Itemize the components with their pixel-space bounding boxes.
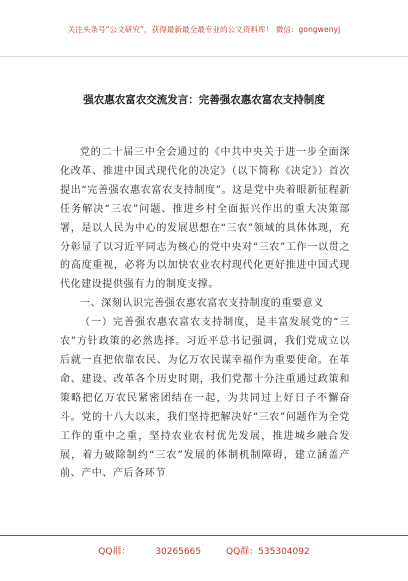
paragraph-intro: 党的二十届三中全会通过的《中共中央关于进一步全面深化改革、推进中国式现代化的决定》（以下简称《决定》）首次提出“完善强农惠农富农支持制度”。这是党中央着眼新征程新任务解决“三农”问题、推进乡村全面振兴作出的重大决策部署，是以人民为中心的发展思想在“三农”领域的具体体现，充分彰显了以习近平同志为核心的党中央对“三农”工作一以贯之的高度重视，必将为以加快农业农村现代化更好推进中国式现代化建设提供强有力的制度支撑。 bbox=[60, 147, 350, 291]
page-footer bbox=[0, 535, 408, 581]
paragraph-section-1: （一）完善强农惠农富农支持制度，是丰富发展党的“三农”方针政策的必然选择。习近平总书记强调，我们党成立以后就一直把依靠农民、为亿万农民谋幸福作为重要使命。在革命、建设、改革各个历史时期，我们党都十分注重通过政策和策略把亿万农民紧密团结在一起，为共同过上好日子不懈奋斗。党的十八大以来，我们坚持把解决好“三农”问题作为全党工作的重中之重，坚持农业农村优先发展，推进城乡融合发展，着力破除制约“三农”发展的体制机制障碍，建立涵盖产前、产中、产后各环节 bbox=[60, 317, 350, 480]
header-text: 关注头条号“公文研究”，获得最新最全最专业的公文资料库！ 微信：gongwenyj bbox=[67, 25, 341, 34]
section-heading: 一、深刻认识完善强农惠农富农支持制度的重要意义 bbox=[80, 298, 324, 310]
page-header bbox=[0, 0, 408, 57]
document-body bbox=[60, 144, 350, 484]
document-title: 强农惠农富农交流发言：完善强农惠农富农支持制度 bbox=[83, 94, 325, 106]
footer-text: QQ群： 30265665 QQ群：535304092 bbox=[98, 547, 310, 557]
